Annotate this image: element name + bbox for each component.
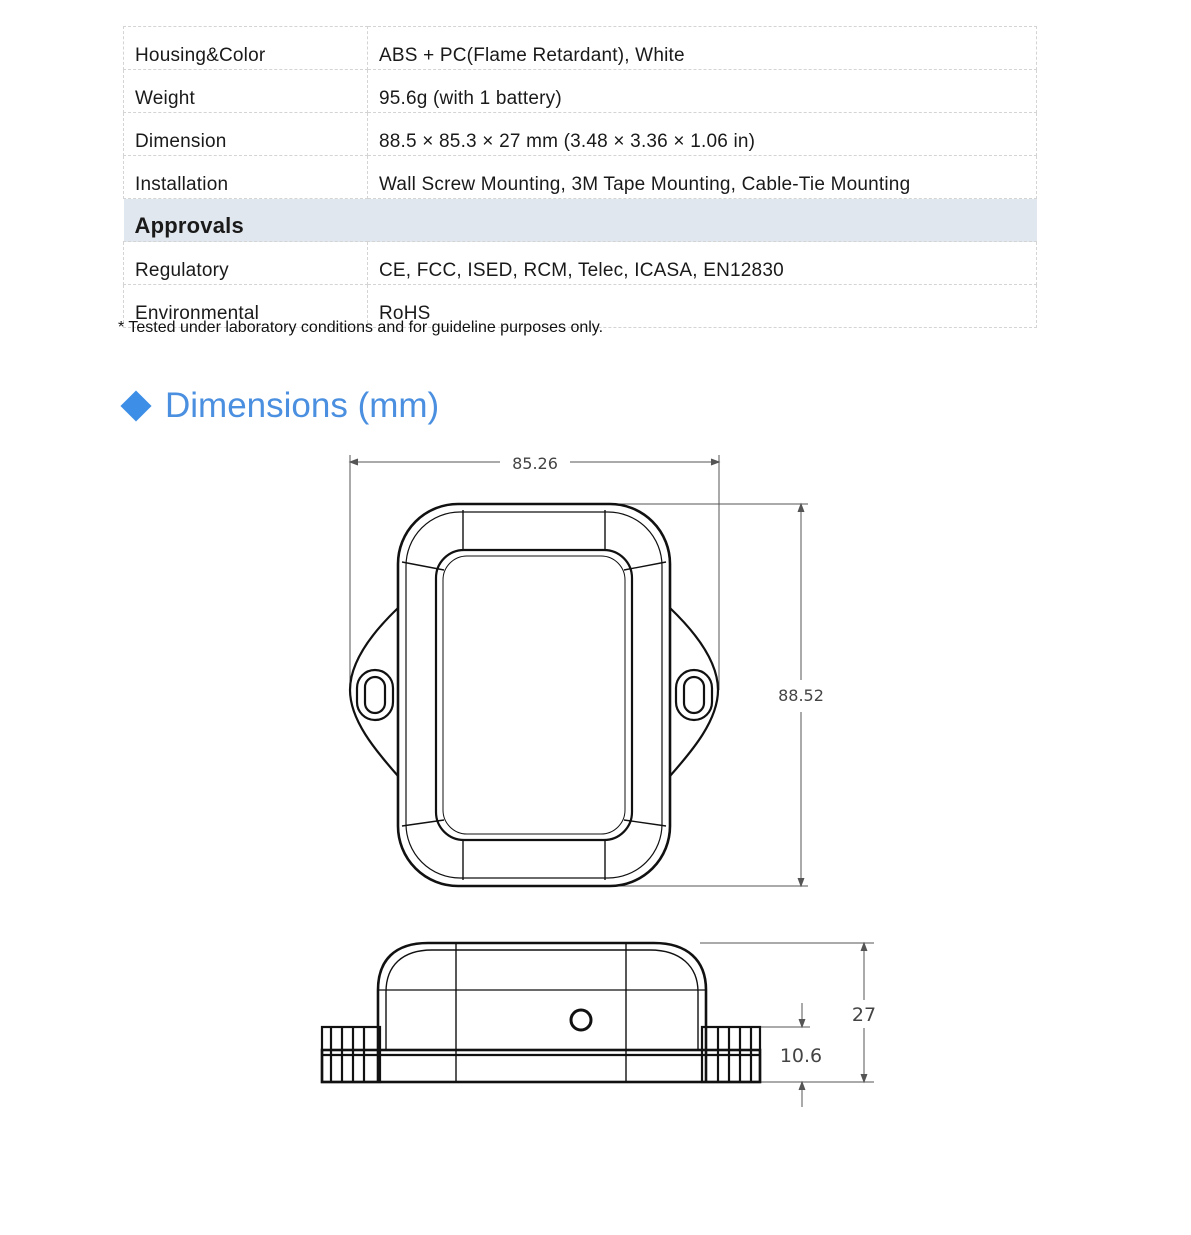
height-label: 88.52: [778, 686, 824, 705]
spec-label: Environmental: [124, 285, 368, 328]
footnote: * Tested under laboratory conditions and for guideline purposes only.: [118, 319, 604, 336]
left-screw-slot: [357, 670, 393, 720]
spec-label: Regulatory: [124, 242, 368, 285]
side-view-drawing: [322, 943, 877, 1107]
housing-outline: [398, 504, 670, 886]
front-panel: [436, 550, 632, 840]
spec-label: Housing&Color: [124, 27, 368, 70]
spec-value: RoHS: [368, 285, 1037, 328]
spec-label: Installation: [124, 156, 368, 199]
width-label: 85.26: [512, 454, 558, 473]
spec-value: ABS + PC(Flame Retardant), White: [368, 27, 1037, 70]
spec-value: 88.5 × 85.3 × 27 mm (3.48 × 3.36 × 1.06 in): [368, 113, 1037, 156]
spec-value: 95.6g (with 1 battery): [368, 70, 1037, 113]
width-dimension-line: [350, 455, 719, 690]
right-mounting-ear: [670, 608, 718, 776]
base-height-label: 10.6: [779, 1045, 823, 1067]
right-screw-slot: [676, 670, 712, 720]
vent-hole: [571, 1010, 591, 1030]
spec-label: Weight: [124, 70, 368, 113]
approvals-heading: Approvals: [124, 199, 1037, 242]
housing-side-outline: [378, 943, 706, 1082]
top-view-drawing: [350, 455, 808, 886]
depth-label: 27: [851, 1004, 877, 1026]
spec-value: CE, FCC, ISED, RCM, Telec, ICASA, EN12830: [368, 242, 1037, 285]
dimensions-title: Dimensions (mm): [165, 386, 440, 425]
spec-label: Dimension: [124, 113, 368, 156]
spec-value: Wall Screw Mounting, 3M Tape Mounting, Cable-Tie Mounting: [368, 156, 1037, 199]
